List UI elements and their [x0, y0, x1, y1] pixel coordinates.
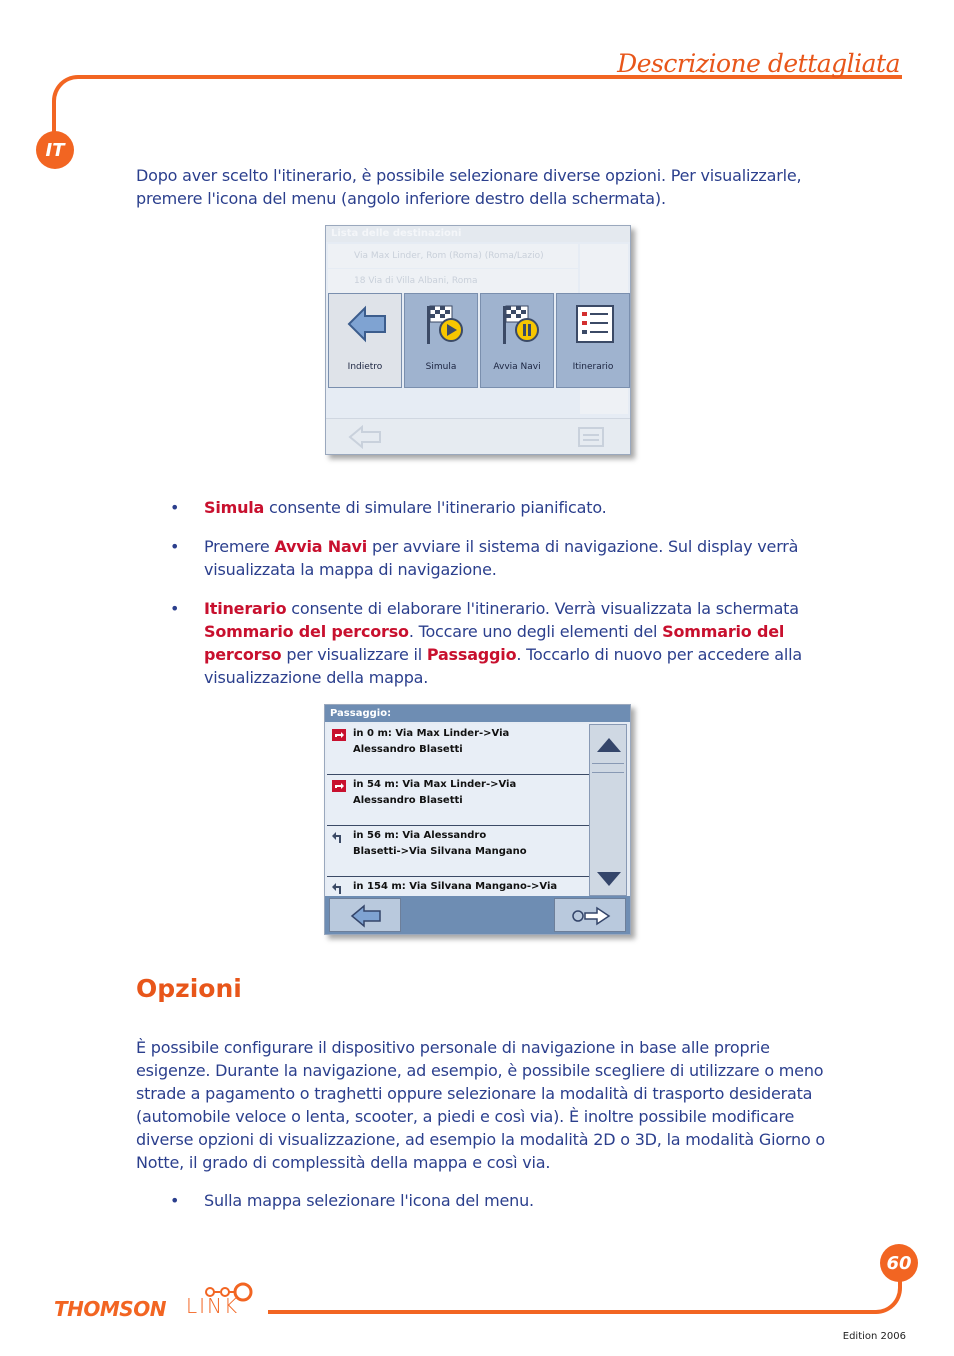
bullet-marker: • — [170, 537, 180, 556]
passaggio-screenshot — [324, 704, 631, 935]
back-arrow-icon — [350, 904, 382, 928]
bullet-marker: • — [170, 1191, 180, 1210]
passaggio-list — [327, 724, 589, 896]
itinerary-button-label: Itinerario — [572, 362, 614, 372]
section-paragraph: È possibile configurare il dispositivo personale di navigazione in base alle proprie esigenze. Durante la navigazione, ad esempio, è possibile scegliere di utilizzare o meno strade a pagamento o traghetti oppure selezionare la modalità di trasporto desiderata (automobile veloce o lenta, scooter, a piedi e così via). È inoltre possibile modificare diverse opzioni di visualizzazione, ad esempio la modalità 2D o 3D, la modalità Giorno o Notte, il grado di complessità della mappa e così via. — [136, 1038, 826, 1172]
scroll-up-icon[interactable] — [596, 737, 622, 753]
logo-thomson-text: THOMSON — [54, 1297, 166, 1321]
bottom-toolbar — [325, 896, 630, 934]
itinerary-button[interactable] — [556, 293, 630, 388]
bullet-marker: • — [170, 599, 180, 618]
destination-row: 18 Via di Villa Albani, Roma — [328, 269, 578, 293]
bullet-simula — [170, 496, 810, 519]
menu-icon — [578, 427, 604, 447]
map-arrow-icon — [571, 905, 611, 927]
start-navigation-button-label: Avvia Navi — [493, 362, 541, 372]
item-line: in 56 m: Via Alessandro — [353, 830, 487, 841]
turn-right-flag-icon — [332, 780, 346, 792]
item-line: Alessandro Blasetti — [353, 795, 463, 806]
footer-frame-line — [268, 1270, 902, 1314]
sommario-term: Sommario del percorso — [204, 622, 409, 641]
bullet-text: consente di elaborare l'itinerario. Verrà visualizzata la schermata — [286, 599, 799, 618]
back-button[interactable] — [329, 898, 401, 932]
bullet-text: . Toccare uno degli elementi del — [408, 622, 663, 641]
simulate-button[interactable] — [404, 293, 478, 388]
map-view-button[interactable] — [554, 898, 626, 932]
logo-link-text: LINK — [186, 1294, 240, 1318]
list-item[interactable] — [327, 877, 589, 896]
bullet-text: . Toccarlo di nuovo per accedere alla visualizzazione della mappa. — [204, 645, 802, 687]
scroll-thumb[interactable] — [592, 763, 624, 773]
turn-left-icon — [332, 882, 346, 894]
option-bullet-list — [170, 1189, 810, 1228]
simulate-button-label: Simula — [425, 362, 457, 372]
destination-row: Via Max Linder, Rom (Roma) (Roma/Lazio) — [328, 244, 578, 268]
list-item[interactable] — [327, 724, 589, 775]
back-button[interactable] — [328, 293, 402, 388]
item-line: in 54 m: Via Max Linder->Via — [353, 779, 517, 790]
turn-right-flag-icon — [332, 729, 346, 741]
list-item[interactable] — [327, 826, 589, 877]
simula-term: Simula — [204, 498, 265, 517]
scroll-down-icon[interactable] — [596, 871, 622, 887]
intro-paragraph: Dopo aver scelto l'itinerario, è possibile selezionare diverse opzioni. Per visualizzarle, premere l'icona del menu (angolo inferiore destro della schermata). — [136, 166, 802, 208]
item-line: Alessandro Blasetti — [353, 744, 463, 755]
back-arrow-icon — [348, 425, 382, 449]
language-badge: IT — [36, 131, 74, 169]
bullet-itinerario — [170, 597, 810, 689]
bullet-marker: • — [170, 498, 180, 517]
passaggio-title: Passaggio: — [325, 705, 630, 722]
bullet-text: Sulla mappa selezionare l'icona del menu. — [204, 1191, 534, 1210]
bullet-text: per avviare il sistema di navigazione. Sul display verrà visualizzata la mappa di navigazione. — [204, 537, 799, 579]
bullet-avvia-navi — [170, 535, 810, 581]
bottom-toolbar — [326, 418, 630, 454]
feature-bullet-list — [170, 496, 810, 705]
itinerary-list-icon — [573, 302, 617, 346]
item-line: in 0 m: Via Max Linder->Via — [353, 728, 510, 739]
passaggio-term: Passaggio — [426, 645, 517, 664]
back-arrow-icon — [345, 302, 389, 346]
start-navigation-flag-icon — [497, 302, 541, 346]
list-item[interactable] — [327, 775, 589, 826]
back-button-label: Indietro — [347, 362, 383, 372]
item-line: Blasetti->Via Silvana Mangano — [353, 846, 527, 857]
simulate-flag-icon — [421, 302, 465, 346]
bullet-text: consente di simulare l'itinerario pianificato. — [264, 498, 607, 517]
itinerario-term: Itinerario — [204, 599, 287, 618]
page-title: Descrizione dettagliata — [617, 49, 900, 78]
bullet-menu-icon — [170, 1189, 810, 1212]
bullet-text: per visualizzare il — [281, 645, 427, 664]
page-number-badge: 60 — [880, 1244, 918, 1282]
section-title: Opzioni — [136, 974, 242, 1003]
edition-label: Edition 2006 — [842, 1331, 906, 1342]
menu-button-grid — [326, 293, 631, 389]
start-navigation-button[interactable] — [480, 293, 554, 388]
turn-left-icon — [332, 831, 346, 843]
avvia-navi-term: Avvia Navi — [274, 537, 368, 556]
sommario-term: Sommario del percorso — [204, 622, 785, 664]
menu-screenshot — [325, 225, 631, 455]
destination-list-title: Lista delle destinazioni — [326, 226, 630, 242]
brand-logo — [54, 1282, 266, 1322]
header-frame-line — [52, 75, 902, 135]
scrollbar[interactable] — [589, 724, 627, 896]
item-line: in 154 m: Via Silvana Mangano->Via — [353, 881, 558, 892]
bullet-text: Premere — [204, 537, 275, 556]
